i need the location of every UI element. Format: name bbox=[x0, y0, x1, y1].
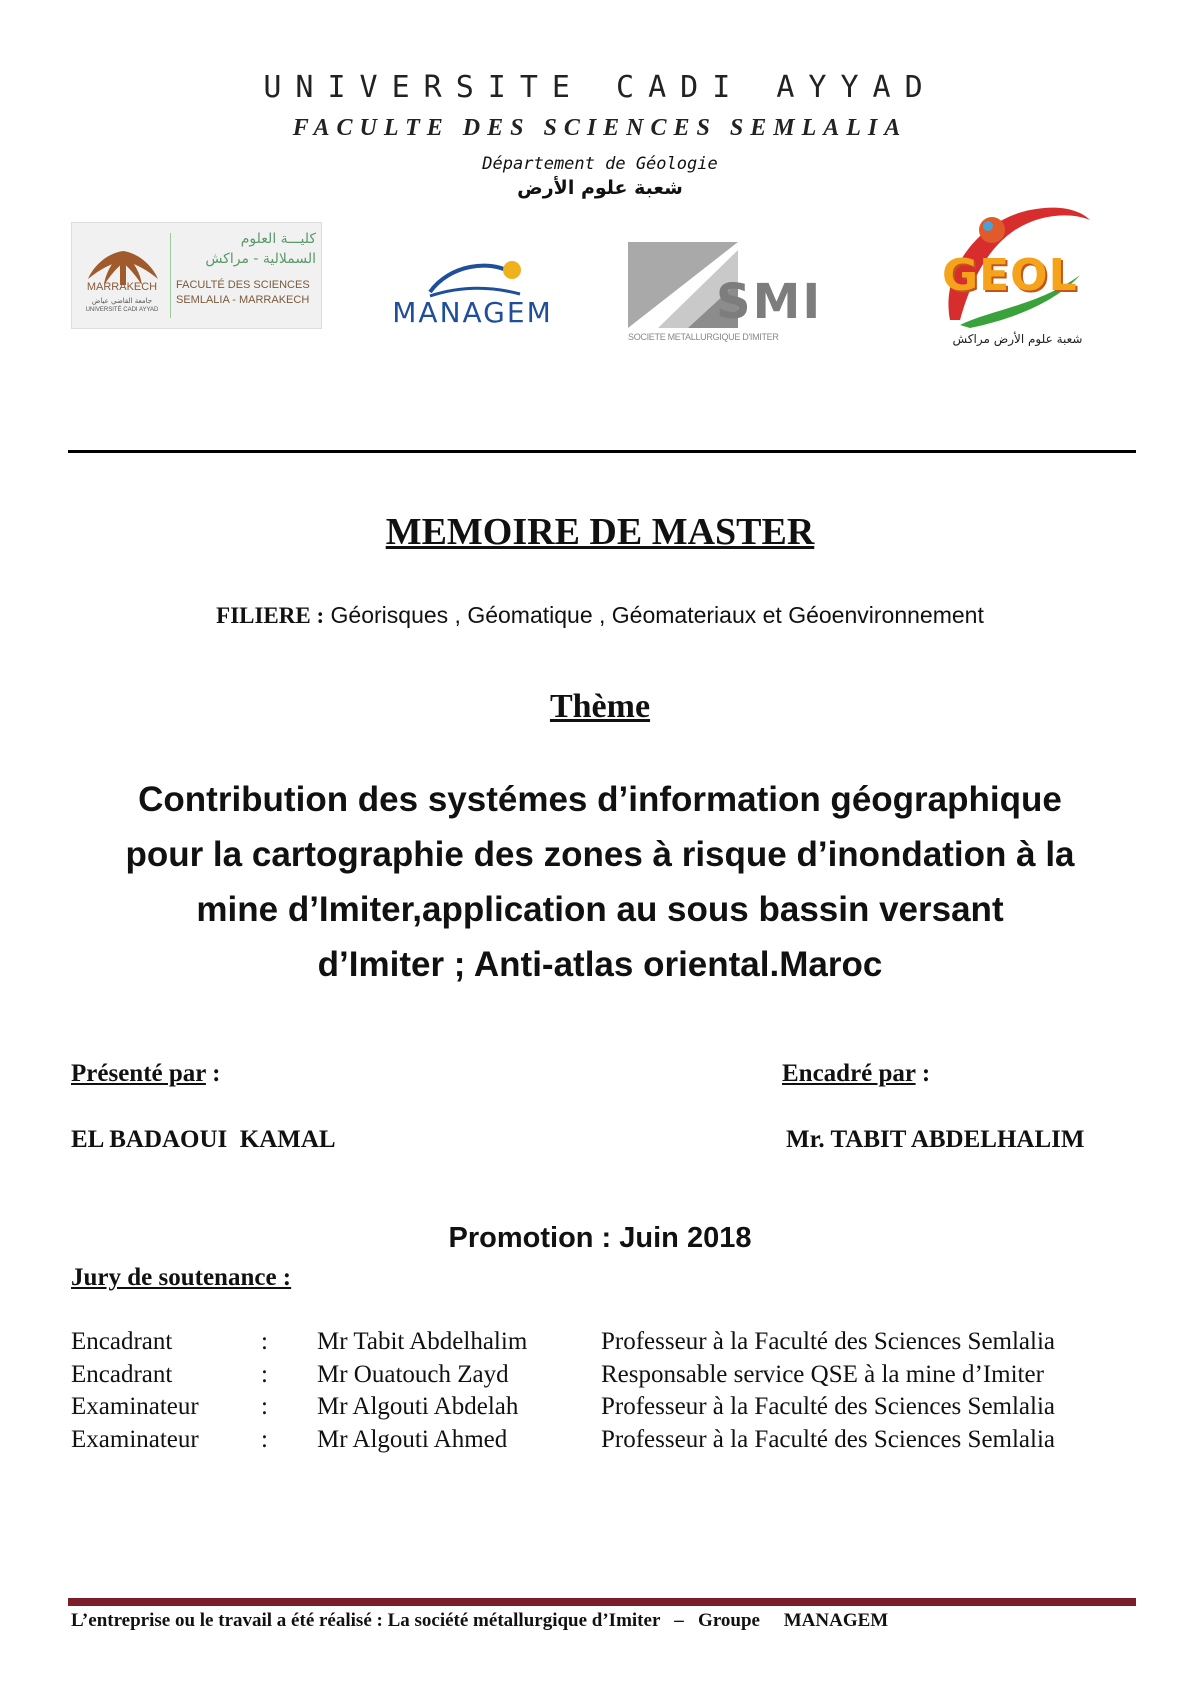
footer-note: L’entreprise ou le travail a été réalisé : La société métallurgique d’Imiter – Groupe MANAGEM bbox=[71, 1610, 889, 1631]
fss-fr-line2: SEMLALIA - MARRAKECH bbox=[176, 294, 310, 306]
fss-logo bbox=[71, 222, 322, 329]
jury-title: Professeur à la Faculté des Sciences Semlalia bbox=[601, 1425, 1056, 1453]
fss-small-fr: UNIVERSITÉ CADI AYYAD bbox=[85, 307, 159, 313]
smi-logo bbox=[628, 242, 846, 344]
managem-arc-icon bbox=[360, 252, 585, 302]
theme-text bbox=[70, 772, 1130, 992]
managem-wordmark: MANAGEM bbox=[392, 296, 553, 329]
fss-small-ar: جامعة القاضي عياض bbox=[91, 297, 153, 305]
filiere-label: FILIERE : bbox=[216, 603, 325, 628]
university-name: UNIVERSITE CADI AYYAD bbox=[263, 70, 937, 105]
jury-sep: : bbox=[261, 1425, 268, 1453]
filiere-line bbox=[0, 602, 1200, 629]
department-name-arabic: شعبة علوم الأرض bbox=[517, 177, 683, 199]
department-name: Département de Géologie bbox=[482, 154, 718, 174]
fss-divider bbox=[170, 233, 171, 318]
promotion: Promotion : Juin 2018 bbox=[448, 1222, 752, 1254]
jury-table bbox=[71, 1326, 1055, 1456]
jury-title: Professeur à la Faculté des Sciences Semlalia bbox=[601, 1393, 1056, 1421]
table-row bbox=[71, 1424, 1055, 1457]
geol-wordmark: GEOL bbox=[942, 250, 1078, 301]
jury-sep: : bbox=[261, 1360, 268, 1388]
jury-heading: Jury de soutenance : bbox=[71, 1264, 292, 1291]
fss-ar-line1: كليـــة العلوم bbox=[240, 231, 316, 247]
theme-line: d’Imiter ; Anti-atlas oriental.Maroc bbox=[317, 945, 883, 984]
jury-title: Responsable service QSE à la mine d’Imiter bbox=[601, 1360, 1044, 1388]
geol-logo bbox=[930, 190, 1105, 355]
fss-city: MARRAKECH bbox=[86, 281, 158, 293]
table-row bbox=[71, 1326, 1055, 1359]
table-row bbox=[71, 1359, 1055, 1392]
supervised-by-text: Encadré par bbox=[782, 1060, 916, 1087]
theme-line: Contribution des systémes d’information géographique bbox=[138, 780, 1062, 819]
presented-by-text: Présenté par bbox=[71, 1060, 206, 1087]
jury-role: Examinateur bbox=[71, 1393, 199, 1421]
theme-heading: Thème bbox=[549, 688, 651, 725]
jury-sep: : bbox=[261, 1328, 268, 1356]
theme-line: pour la cartographie des zones à risque d’inondation à la bbox=[125, 835, 1075, 874]
faculty-name: FACULTE DES SCIENCES SEMLALIA bbox=[292, 115, 908, 141]
header-divider bbox=[68, 450, 1136, 453]
supervisor-name: Mr. TABIT ABDELHALIM bbox=[786, 1126, 1085, 1153]
supervised-by-colon: : bbox=[921, 1060, 931, 1087]
jury-name: Mr Ouatouch Zayd bbox=[317, 1360, 509, 1388]
supervised-by-label bbox=[782, 1060, 930, 1088]
jury-sep: : bbox=[261, 1393, 268, 1421]
table-row bbox=[71, 1391, 1055, 1424]
smi-wordmark: SMI bbox=[716, 274, 823, 330]
geol-subtitle-arabic: شعبة علوم الأرض مراكش bbox=[952, 332, 1083, 346]
jury-title: Professeur à la Faculté des Sciences Semlalia bbox=[601, 1328, 1056, 1356]
fss-fr-line1: FACULTÉ DES SCIENCES bbox=[176, 279, 310, 291]
jury-name: Mr Algouti Ahmed bbox=[317, 1425, 508, 1453]
document-type-title: MEMOIRE DE MASTER bbox=[385, 511, 815, 553]
footer-divider bbox=[68, 1598, 1136, 1606]
jury-role: Encadrant bbox=[71, 1328, 173, 1356]
student-name: EL BADAOUI KAMAL bbox=[71, 1126, 336, 1153]
presented-by-label bbox=[71, 1060, 221, 1088]
jury-role: Examinateur bbox=[71, 1425, 199, 1453]
fss-ar-line2: السملالية - مراكش bbox=[205, 251, 316, 267]
jury-name: Mr Tabit Abdelhalim bbox=[317, 1328, 528, 1356]
managem-logo bbox=[360, 252, 585, 332]
filiere-value: Géorisques , Géomatique , Géomateriaux et Géoenvironnement bbox=[330, 602, 984, 628]
smi-subtitle: SOCIETE METALLURGIQUE D'IMITER bbox=[628, 332, 779, 342]
presented-by-colon: : bbox=[212, 1060, 221, 1087]
jury-name: Mr Algouti Abdelah bbox=[317, 1393, 519, 1421]
theme-line: mine d’Imiter,application au sous bassin versant bbox=[196, 890, 1004, 929]
jury-role: Encadrant bbox=[71, 1360, 173, 1388]
